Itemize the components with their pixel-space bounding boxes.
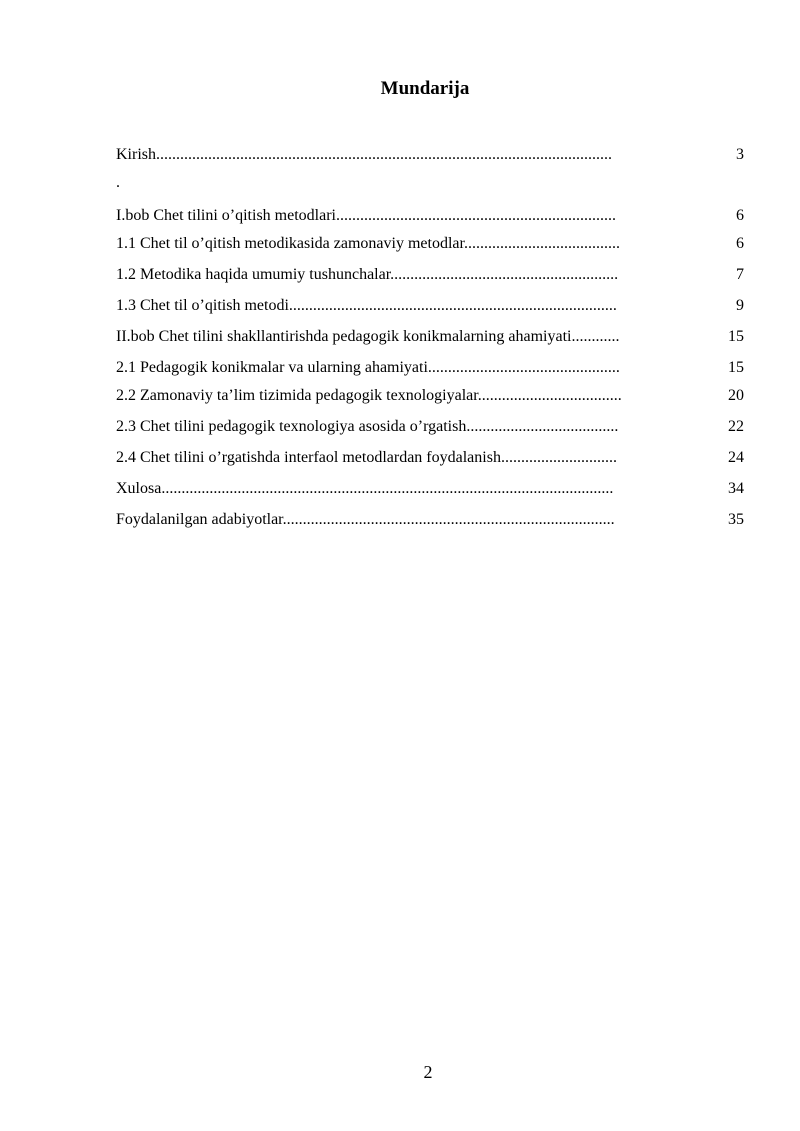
toc-entry-text: 1.3 Chet til o’qitish metodi.................................................................................. (116, 297, 617, 314)
toc-entry-page: 7 (736, 266, 744, 283)
toc-entry-text: 1.2 Metodika haqida umumiy tushunchalar......................................................... (116, 266, 619, 283)
toc-entry-text: Xulosa................................................................................................................. (116, 480, 614, 497)
toc-entry-page: 9 (736, 297, 744, 314)
toc-entry-page: 3 (736, 146, 744, 163)
toc-entry-text: I.bob Chet tilini o’qitish metodlari...................................................................... (116, 207, 616, 224)
toc-entry-page: 24 (728, 449, 744, 466)
toc-entry-page: 22 (728, 418, 744, 435)
toc-entry-text: 1.1 Chet til o’qitish metodikasida zamonaviy metodlar....................................... (116, 235, 620, 252)
toc-entry-chapter-1 (116, 205, 744, 227)
toc-entry-page: 6 (736, 235, 744, 252)
toc-entry-page: 6 (736, 207, 744, 224)
toc-entry-1-2 (116, 264, 744, 286)
toc-entry-1-1 (116, 229, 744, 259)
toc-entry-2-3 (116, 416, 744, 438)
toc-entry-page: 15 (728, 359, 744, 376)
toc-entry-text: 2.2 Zamonaviy ta’lim tizimida pedagogik texnologiyalar.................................... (116, 387, 622, 404)
toc-entry-page: 20 (728, 387, 744, 404)
toc-entry-kirish (116, 144, 744, 166)
toc-entry-chapter-2 (116, 326, 744, 348)
toc-entry-text: 2.1 Pedagogik konikmalar va ularning ahamiyati................................................ (116, 359, 620, 376)
page-number: 2 (423, 1062, 433, 1082)
toc-entry-2-1 (116, 357, 744, 379)
page-title: Mundarija (380, 78, 470, 99)
toc-entry-page: 35 (728, 511, 744, 528)
table-of-contents (116, 144, 744, 531)
toc-entry-2-4 (116, 447, 744, 469)
toc-entry-page: 34 (728, 480, 744, 497)
toc-entry-text: 2.4 Chet tilini o’rgatishda interfaol metodlardan foydalanish............................. (116, 449, 617, 466)
toc-entry-text: Kirish.................................................................................................................. (116, 146, 612, 163)
toc-entry-text: II.bob Chet tilini shakllantirishda pedagogik konikmalarning ahamiyati............ (116, 328, 620, 345)
toc-entry-dot (116, 172, 744, 194)
toc-entry-page: 15 (728, 328, 744, 345)
toc-entry-1-3 (116, 295, 744, 317)
toc-entry-text: 2.3 Chet tilini pedagogik texnologiya asosida o’rgatish...................................... (116, 418, 619, 435)
toc-entry-adabiyotlar (116, 509, 744, 531)
toc-entry-2-2 (116, 381, 744, 411)
toc-entry-text: . (116, 174, 120, 191)
toc-entry-text: Foydalanilgan adabiyotlar................................................................................... (116, 511, 615, 528)
toc-entry-xulosa (116, 478, 744, 500)
